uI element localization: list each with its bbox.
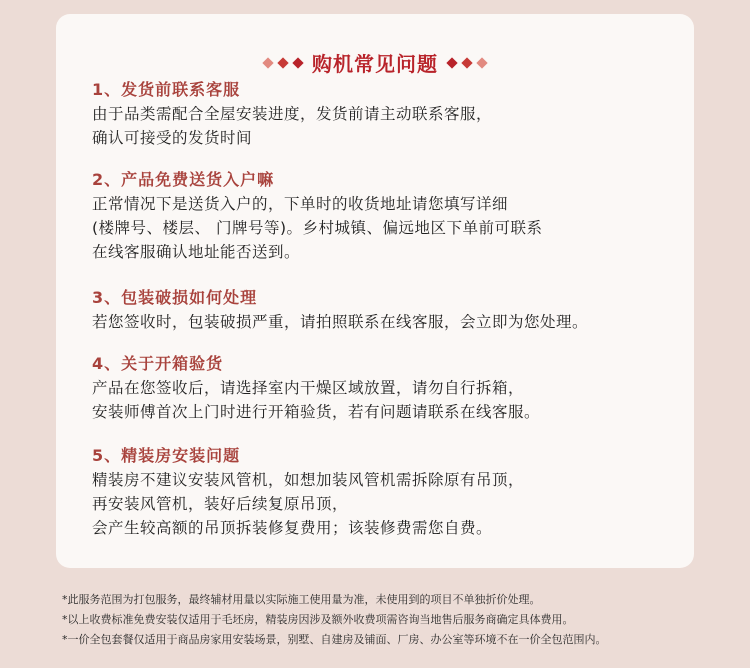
section-body: [92, 192, 682, 264]
body-line: 由于品类需配合全屋安装进度，发货前请主动联系客服，: [92, 105, 493, 123]
body-line: 产品在您签收后，请选择室内干燥区域放置，请勿自行拆箱，: [92, 379, 525, 397]
faq-card: [56, 14, 694, 568]
body-line: 在线客服确认地址能否送到。: [92, 243, 301, 261]
faq-section-free-delivery: [92, 168, 682, 264]
diamond-icon: [292, 57, 303, 68]
footnote: *一价全包套餐仅适用于商品房家用安装场景，别墅、自建房及铺面、厂房、办公室等环境不在一价全包范围内。: [62, 633, 607, 646]
section-heading: 3、包装破损如何处理: [92, 288, 258, 307]
section-body: [92, 102, 682, 150]
footnote: *以上收费标准免费安装仅适用于毛坯房，精装房因涉及额外收费项需咨询当地售后服务商确定具体费用。: [62, 613, 574, 626]
body-line: 会产生较高额的吊顶拆装修复费用；该装修费需您自费。: [92, 519, 493, 537]
footnote: *此服务范围为打包服务，最终辅材用量以实际施工使用量为准，未使用到的项目不单独折价处理。: [62, 593, 541, 606]
page-title: 购机常见问题: [312, 52, 438, 76]
section-heading: 4、关于开箱验货: [92, 354, 224, 373]
body-line: 再安装风管机，装好后续复原吊顶，: [92, 495, 349, 513]
body-line: 正常情况下是送货入户的，下单时的收货地址请您填写详细: [92, 195, 509, 213]
faq-section-unboxing: [92, 352, 682, 424]
right-diamonds: [448, 59, 486, 67]
body-line: 确认可接受的发货时间: [92, 129, 253, 147]
diamond-icon: [476, 57, 487, 68]
diamond-icon: [446, 57, 457, 68]
body-line: 若您签收时，包装破损严重，请拍照联系在线客服，会立即为您处理。: [92, 313, 589, 331]
footnotes: [62, 590, 742, 650]
faq-section-damaged-package: [92, 286, 682, 334]
diamond-icon: [461, 57, 472, 68]
faq-section-finished-house: [92, 444, 682, 540]
section-heading: 2、产品免费送货入户嘛: [92, 170, 275, 189]
section-heading: 5、精装房安装问题: [92, 446, 241, 465]
section-body: [92, 310, 682, 334]
left-diamonds: [264, 59, 302, 67]
body-line: 精装房不建议安装风管机，如想加装风管机需拆除原有吊顶，: [92, 471, 525, 489]
section-body: [92, 376, 682, 424]
section-heading: 1、发货前联系客服: [92, 80, 241, 99]
title-row: [56, 48, 694, 77]
diamond-icon: [262, 57, 273, 68]
section-body: [92, 468, 682, 540]
body-line: (楼牌号、楼层、 门牌号等)。乡村城镇、偏远地区下单前可联系: [92, 219, 543, 237]
body-line: 安装师傅首次上门时进行开箱验货，若有问题请联系在线客服。: [92, 403, 541, 421]
faq-section-shipping-contact: [92, 78, 682, 150]
diamond-icon: [277, 57, 288, 68]
